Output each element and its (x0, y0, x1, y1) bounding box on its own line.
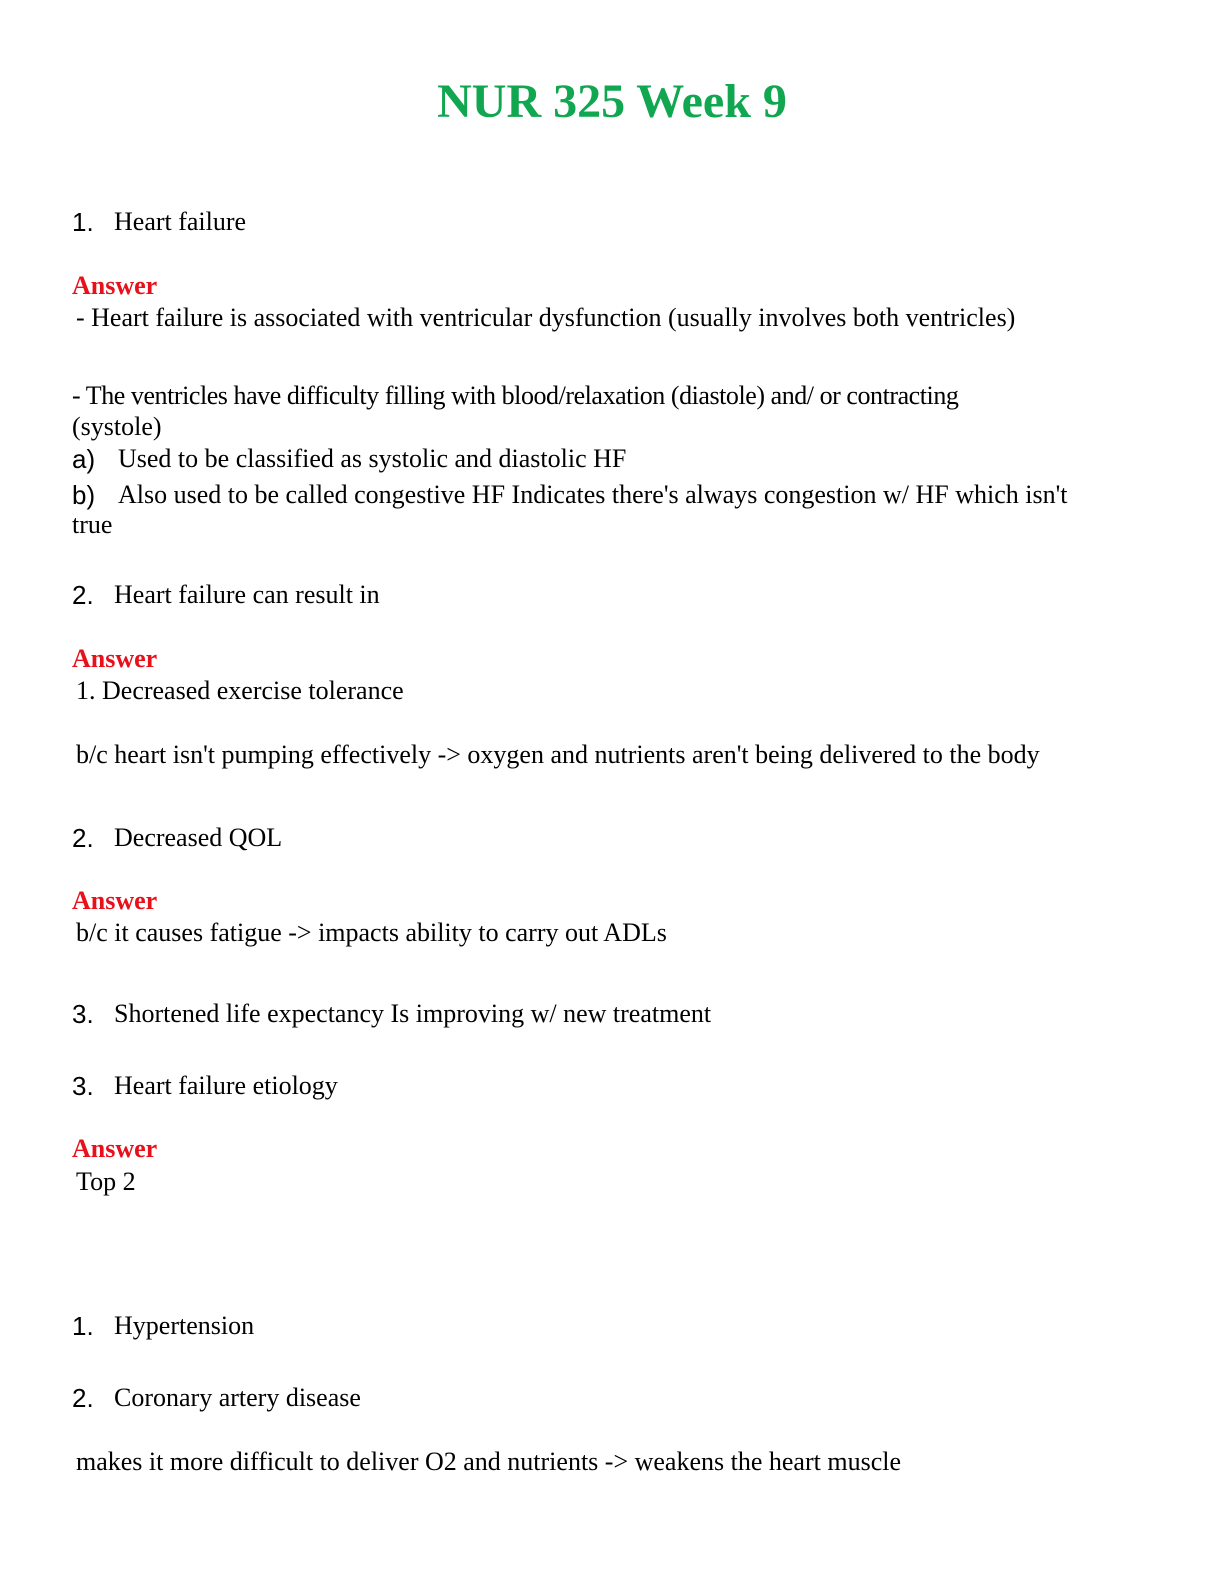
answer-line: 1. Decreased exercise tolerance (76, 676, 404, 705)
list-item-text: Coronary artery disease (114, 1383, 361, 1412)
question-number: 1. (72, 207, 94, 237)
sub-item-marker: a) (72, 444, 96, 474)
answer-label: Answer (72, 644, 158, 673)
sub-item-marker: b) (72, 480, 96, 510)
answer-line: b/c heart isn't pumping effectively -> oxygen and nutrients aren't being delivered to the body (76, 740, 1040, 769)
sub-item-text: true (72, 510, 113, 539)
page-title: NUR 325 Week 9 (437, 75, 787, 128)
answer-line: - Heart failure is associated with ventricular dysfunction (usually involves both ventricles) (76, 303, 1016, 332)
question-text: Heart failure etiology (114, 1071, 338, 1100)
answer-line: Top 2 (76, 1167, 136, 1196)
sub-item-text: Also used to be called congestive HF Indicates there's always congestion w/ HF which isn't (118, 480, 1068, 509)
list-item-number: 2. (72, 1383, 94, 1413)
answer-label: Answer (72, 1134, 158, 1163)
answer-line: - The ventricles have difficulty filling with blood/relaxation (diastole) and/ or contracting (72, 381, 959, 410)
question-text: Heart failure (114, 207, 247, 236)
answer-label: Answer (72, 271, 158, 300)
note-text: makes it more difficult to deliver O2 and nutrients -> weakens the heart muscle (76, 1447, 901, 1476)
question-number: 3. (72, 1071, 94, 1101)
list-item-text: Hypertension (114, 1311, 255, 1340)
question-number: 2. (72, 580, 94, 610)
question-number: 3. (72, 999, 94, 1029)
answer-line: (systole) (72, 412, 162, 441)
list-item-number: 1. (72, 1311, 94, 1341)
question-text: Decreased QOL (114, 823, 283, 852)
question-text: Heart failure can result in (114, 580, 380, 609)
question-number: 2. (72, 823, 94, 853)
answer-line: b/c it causes fatigue -> impacts ability to carry out ADLs (76, 918, 667, 947)
question-text: Shortened life expectancy Is improving w/ new treatment (114, 999, 712, 1028)
sub-item-text: Used to be classified as systolic and diastolic HF (118, 444, 627, 473)
answer-label: Answer (72, 886, 158, 915)
